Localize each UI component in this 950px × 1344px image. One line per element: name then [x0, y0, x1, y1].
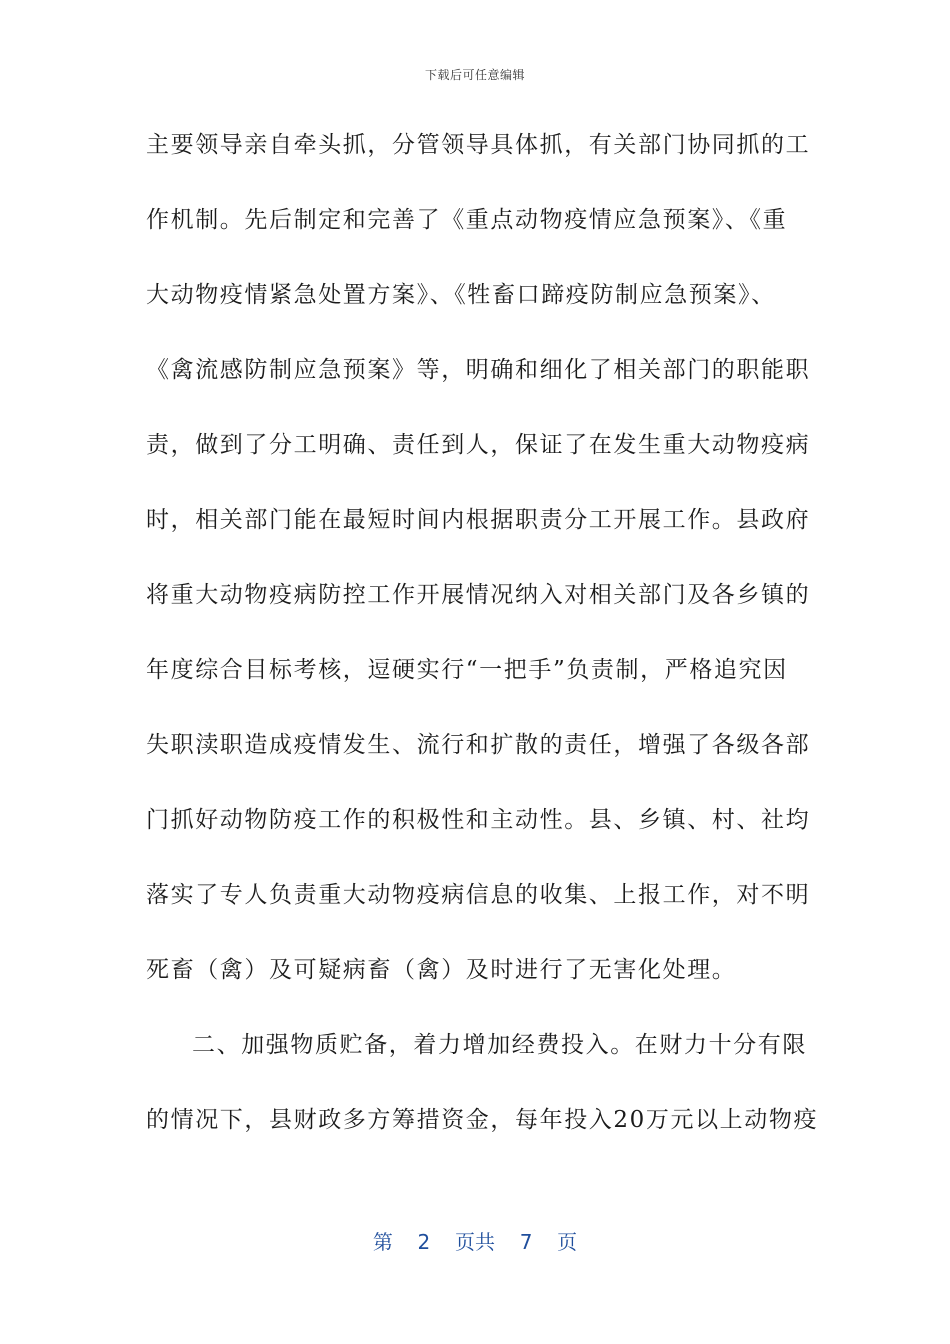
text-line: 年度综合目标考核，逗硬实行“一把手”负责制，严格追究因 [146, 657, 788, 683]
body-text [146, 124, 819, 1174]
text-line: 大动物疫情紧急处置方案》、《牲畜口蹄疫防制应急预案》、 [146, 282, 776, 308]
text-line: 落实了专人负责重大动物疫病信息的收集、上报工作，对不明 [146, 882, 811, 908]
text-line: 《禽流感防制应急预案》等，明确和细化了相关部门的职能职 [146, 357, 811, 383]
text-line: 死畜（禽）及可疑病畜（禽）及时进行了无害化处理。 [146, 957, 737, 983]
paragraph-start-line: 二、加强物质贮备，着力增加经费投入。在财力十分有限 [192, 1032, 807, 1058]
text-line: 主要领导亲自牵头抓，分管领导具体抓，有关部门协同抓的工 [146, 132, 811, 158]
text-line: 作机制。先后制定和完善了《重点动物疫情应急预案》、《重 [146, 207, 788, 233]
page-number: 第 2 页共 7 页 [372, 1230, 578, 1254]
text-line: 失职渎职造成疫情发生、流行和扩散的责任，增强了各级各部 [146, 732, 811, 758]
text-line: 将重大动物疫病防控工作开展情况纳入对相关部门及各乡镇的 [146, 582, 811, 608]
text-line: 门抓好动物防疫工作的积极性和主动性。县、乡镇、村、社均 [146, 807, 811, 833]
header-note: 下载后可任意编辑 [424, 68, 525, 82]
text-line: 责，做到了分工明确、责任到人，保证了在发生重大动物疫病 [146, 432, 811, 458]
text-line: 的情况下，县财政多方筹措资金，每年投入20万元以上动物疫 [146, 1107, 819, 1133]
text-line: 时，相关部门能在最短时间内根据职责分工开展工作。县政府 [146, 507, 811, 533]
